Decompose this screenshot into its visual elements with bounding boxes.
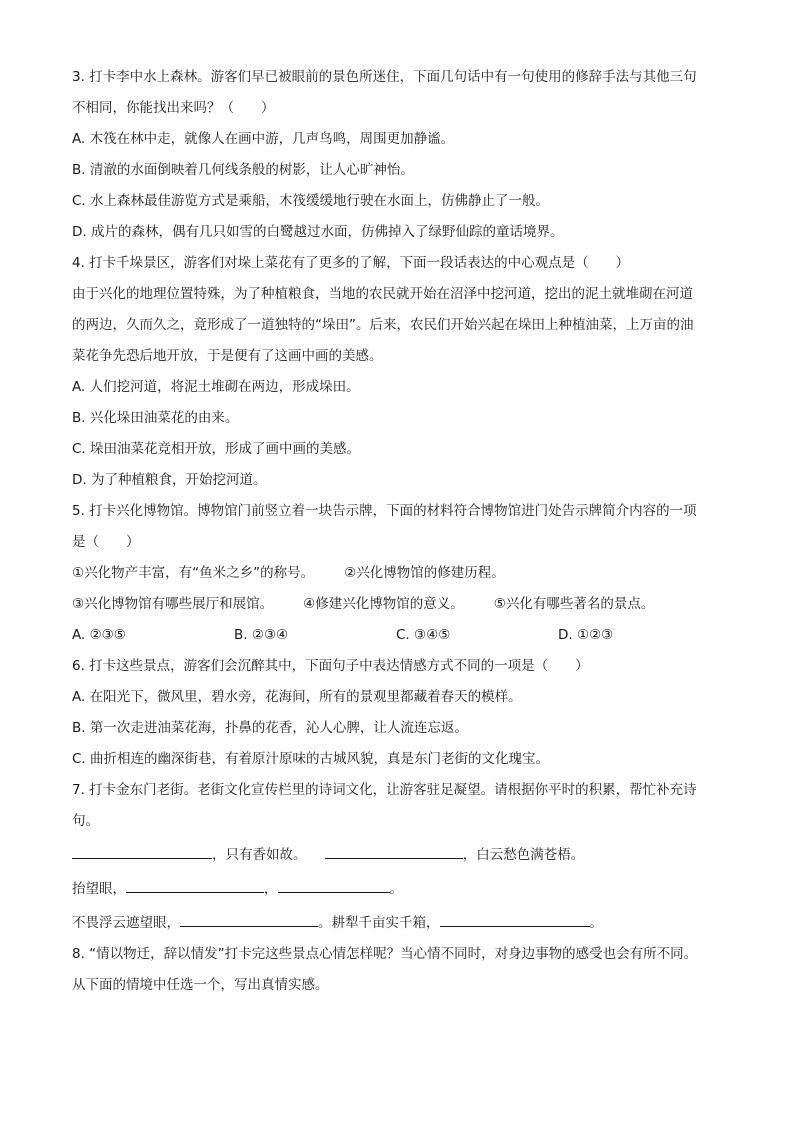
question-6 [72, 651, 732, 775]
question-5 [72, 496, 732, 651]
q5-stem-line-2: 是（ ） [72, 534, 140, 550]
q7-blank-1[interactable] [72, 844, 212, 859]
q3-option-d[interactable]: D. 成片的森林，偶有几只如雪的白鹭越过水面，仿佛掉入了绿野仙踪的童话境界。 [72, 224, 564, 240]
question-3 [72, 62, 732, 248]
q6-option-a[interactable]: A. 在阳光下，微风里，碧水旁，花海间，所有的景观里都藏着春天的模样。 [72, 689, 522, 705]
exam-page [72, 62, 732, 1001]
question-7 [72, 775, 732, 939]
q8-stem-line-1: 8. “情以物迁，辞以情发”打卡完这些景点心情怎样呢？当心情不同时，对身边事物的感受也会有所不同。 [72, 946, 698, 962]
q7-blank-2[interactable] [325, 844, 463, 859]
q5-option-c[interactable]: C. ③④⑤ [396, 627, 451, 643]
q7-line2-mid: ， [264, 881, 278, 897]
q4-option-d[interactable]: D. 为了种植粮食，开始挖河道。 [72, 472, 267, 488]
q5-materials-row-2 [72, 589, 732, 620]
q8-stem-line-2: 从下面的情境中任选一个，写出真情实感。 [72, 977, 329, 993]
question-4 [72, 248, 732, 496]
q3-option-a[interactable]: A. 木筏在林中走，就像人在画中游，几声鸟鸣，周围更加静谧。 [72, 131, 455, 147]
q4-option-a[interactable]: A. 人们挖河道，将泥土堆砌在两边，形成垛田。 [72, 379, 360, 395]
q6-option-c[interactable]: C. 曲折相连的幽深街巷，有着原汁原味的古城风貌，真是东门老街的文化瑰宝。 [72, 751, 550, 767]
q7-line3-end: 。 [589, 915, 603, 931]
q7-line2-end: 。 [389, 881, 403, 897]
q7-fill-line-1 [72, 840, 732, 871]
q4-passage-line-1: 由于兴化的地理位置特殊，为了种植粮食，当地的农民就开始在沼泽中挖河道，挖出的泥土就堆砌在河道 [72, 286, 693, 302]
q3-option-b[interactable]: B. 清澈的水面倒映着几何线条般的树影，让人心旷神怡。 [72, 162, 414, 178]
q7-line2-prefix: 抬望眼， [72, 881, 126, 897]
q5-material-3: ③兴化博物馆有哪些展厅和展馆。 [72, 596, 274, 612]
q7-line3-prefix: 不畏浮云遮望眼， [72, 915, 180, 931]
q4-option-c[interactable]: C. 垛田油菜花竞相开放，形成了画中画的美感。 [72, 441, 361, 457]
q4-passage-line-2: 的两边，久而久之，竟形成了一道独特的“垛田”。后来，农民们开始兴起在垛田上种植油菜，上万亩的油 [72, 317, 694, 333]
q3-option-c[interactable]: C. 水上森林最佳游览方式是乘船，木筏缓缓地行驶在水面上，仿佛静止了一般。 [72, 193, 550, 209]
q5-materials-row-1 [72, 558, 732, 589]
q5-material-2: ②兴化博物馆的修建历程。 [344, 565, 505, 581]
q7-fill-line-3 [72, 908, 732, 939]
q7-line3-mid: 。耕犁千亩实千箱， [318, 915, 440, 931]
q6-option-b[interactable]: B. 第一次走进油菜花海，扑鼻的花香，沁人心脾，让人流连忘返。 [72, 720, 468, 736]
q5-option-d[interactable]: D. ①②③ [558, 627, 614, 643]
q5-stem-line-1: 5. 打卡兴化博物馆。博物馆门前竖立着一块告示牌，下面的材料符合博物馆进门处告示牌简介内容的一项 [72, 503, 697, 519]
q5-material-5: ⑤兴化有哪些著名的景点。 [493, 596, 655, 612]
q7-blank-6[interactable] [440, 912, 590, 927]
q7-stem-line-1: 7. 打卡金东门老街。老街文化宣传栏里的诗词文化，让游客驻足凝望。请根据你平时的积累，帮忙补充诗 [72, 782, 697, 798]
q5-material-4: ④修建兴化博物馆的意义。 [303, 596, 464, 612]
q7-line1-text-b: ，白云愁色满苍梧。 [462, 847, 585, 863]
q7-stem-line-2: 句。 [72, 813, 99, 829]
q5-material-1: ①兴化物产丰富，有“鱼米之乡”的称号。 [72, 565, 315, 581]
q7-line1-text-a: ，只有香如故。 [212, 847, 307, 863]
question-8 [72, 939, 732, 1001]
q7-blank-3[interactable] [126, 878, 264, 893]
q7-fill-line-2 [72, 874, 732, 905]
q3-stem-line-1: 3. 打卡李中水上森林。游客们早已被眼前的景色所迷住，下面几句话中有一句使用的修辞手法与其他三句 [72, 69, 697, 85]
q3-stem-line-2: 不相同，你能找出来吗？（ ） [72, 100, 275, 116]
q7-blank-5[interactable] [180, 912, 318, 927]
q5-option-a[interactable]: A. ②③⑤ [72, 627, 126, 643]
q5-options-row [72, 620, 732, 651]
q4-option-b[interactable]: B. 兴化垛田油菜花的由来。 [72, 410, 239, 426]
q6-stem: 6. 打卡这些景点，游客们会沉醉其中，下面句子中表达情感方式不同的一项是（ ） [72, 658, 589, 674]
q7-blank-4[interactable] [278, 878, 390, 893]
q4-passage-line-3: 菜花争先恐后地开放，于是便有了这画中画的美感。 [72, 348, 383, 364]
q4-stem: 4. 打卡千垛景区，游客们对垛上菜花有了更多的了解，下面一段话表达的中心观点是（ ） [72, 255, 630, 271]
q5-option-b[interactable]: B. ②③④ [234, 627, 289, 643]
